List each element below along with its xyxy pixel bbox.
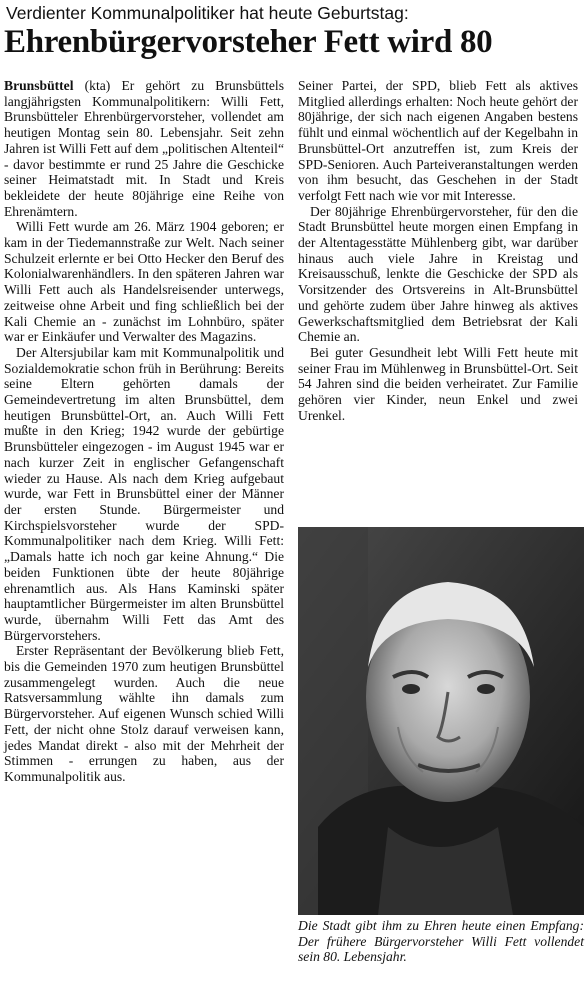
article-headline: Ehrenbürgervorsteher Fett wird 80 xyxy=(4,24,493,60)
body-paragraph: Erster Repräsentant der Bevölkerung blieb Fett, bis die Gemeinden 1970 zum heutigen Brunsbüttel zusammengelegt wurden. Auch die neue Ratsversammlung wählte ihn damals zum Bürgervorsteher. Auf eigenen Wunsch schied Willi Fett, der nicht ohne Stolz darauf verweisen kann, jedes Mandat direkt - also mit der Mehrheit der Stimmen - errungen zu haben, aus der Kommunalpolitik aus. xyxy=(4,643,284,784)
portrait-photo xyxy=(298,527,584,915)
article-column-right xyxy=(298,78,578,538)
body-paragraph: Bei guter Gesundheit lebt Willi Fett heute mit seiner Frau im Mühlenweg in Brunsbüttel-Ort. Seit 54 Jahren sind die beiden verheiratet. Zur Familie gehören vier Kinder, neun Enkel und zwei Urenkel. xyxy=(298,344,578,423)
body-paragraph: Willi Fett wurde am 26. März 1904 geboren; er kam in der Tiedemannstraße zur Welt. Nach seiner Schulzeit erlernte er bei Otto Hecker den Beruf des Kolonialwarenhändlers. In den späteren Jahren war Willi Fett auch als Handelsreisender unterwegs, zeitweise ohne Arbeit und fing schließlich bei der Kali Chemie an - zunächst im Lohnbüro, später war er Einkäufer und Verwalter des Magazins. xyxy=(4,219,284,345)
photo-caption: Die Stadt gibt ihm zu Ehren heute einen Empfang: Der frühere Bürgervorsteher Willi Fett vollendet sein 80. Lebensjahr. xyxy=(298,918,584,964)
portrait-photo-illustration xyxy=(298,527,584,915)
body-paragraph: Der Altersjubilar kam mit Kommunalpolitik und Sozialdemokratie schon früh in Berührung: Bereits seine Eltern gehörten damals der Gemeindevertretung im alten Brunsbüttel, dem heutigen Brunsbüttel-Ort, an. Auch Willi Fett mußte in den Krieg; 1942 wurde der gebürtige Brunsbütteler eingezogen - im August 1945 war er nach kurzer Zeit in englischer Gefangenschaft wieder zu Hause. Als nach dem Krieg aufgebaut wurde, war Fett in Brunsbüttel einer der Männer der ersten Stunde. Bürgermeister und Kirchspielsvorsteher wurde der SPD-Kommunalpolitiker nach dem Krieg. Willi Fett: „Damals hatte ich noch gar keine Ahnung.“ Die beiden Funktionen übte der heute 80jährige ehrenamtlich aus. Als Hans Kaminski später hauptamtlicher Bürgermeister im alten Brunsbüttel wurde, übernahm Willi Fett das Amt des Bürgervorstehers. xyxy=(4,344,284,643)
article-kicker: Verdienter Kommunalpolitiker hat heute Geburtstag: xyxy=(6,3,409,23)
dateline: Brunsbüttel xyxy=(4,78,74,93)
lead-paragraph xyxy=(4,78,284,219)
body-paragraph: Der 80jährige Ehrenbürgervorsteher, für den die Stadt Brunsbüttel heute morgen einen Empfang in der Altentagesstätte Mühlenberg gibt, war darüber hinaus auch viele Jahre in Kreistag und Kreisausschuß, lenkte die Geschicke der SPD als Vorsitzender des Ortsvereins in Alt-Brunsbüttel und gehörte zudem über Jahre hinweg als aktives Gewerkschaftsmitglied dem Betriebsrat der Kali Chemie an. xyxy=(298,203,578,345)
lead-text: (kta) Er gehört zu Brunsbüttels langjährigsten Kommunalpolitikern: Willi Fett, Brunsbütteler Ehrenbürgervorsteher, vollendet am heutigen Montag sein 80. Lebensjahr. Seit zehn Jahren ist Willi Fett auf dem „politischen Altenteil“ - davor bestimmte er rund 25 Jahre die Geschicke seiner Heimatstadt mit. In Stadt und Kreis bekleidete der heute 80jährige eine Reihe von Ehrenämtern. xyxy=(4,78,284,219)
article-column-left xyxy=(4,78,284,996)
body-paragraph: Seiner Partei, der SPD, blieb Fett als aktives Mitglied allerdings erhalten: Noch heute gehört der 80jährige, der sich nach eigenen Angaben bestens fühlt und einmal wöchentlich auf der Kegelbahn in Brunsbüttel-Ort anzutreffen ist, zum Kreis der SPD-Senioren. Auch Parteiveranstaltungen werden von ihm besucht, das Geschehen in der Stadt verfolgt Fett nach wie vor mit Interesse. xyxy=(298,78,578,203)
